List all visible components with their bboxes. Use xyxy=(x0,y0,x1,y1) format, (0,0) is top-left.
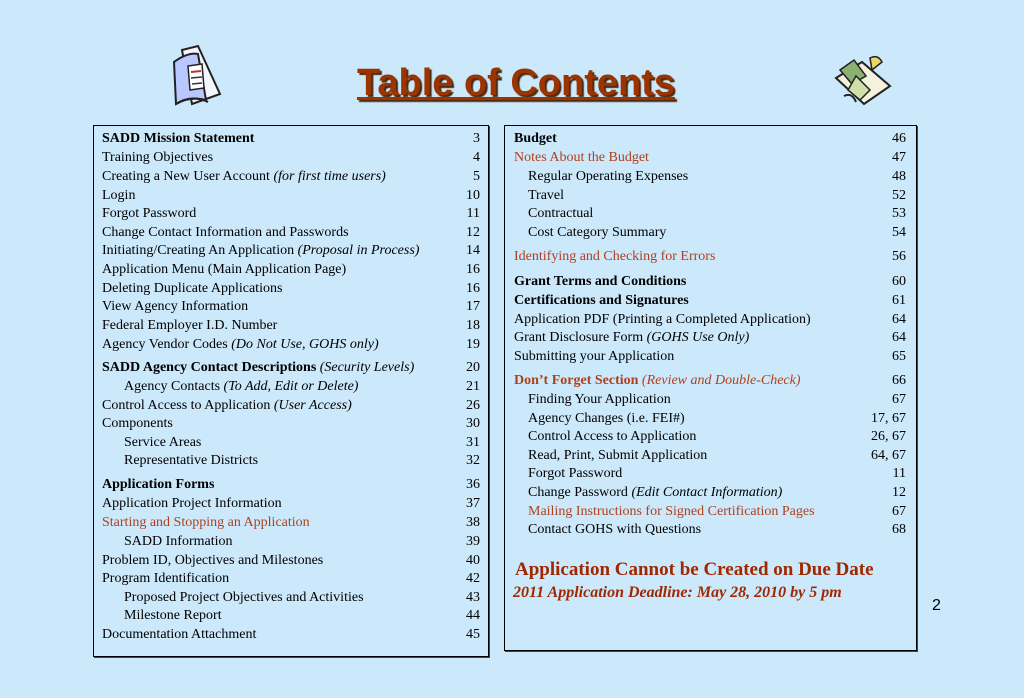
toc-entry-page: 31 xyxy=(466,435,480,450)
toc-entry-page: 10 xyxy=(466,188,480,203)
toc-entry-page: 37 xyxy=(466,496,480,511)
toc-entry-title: Initiating/Creating An Application (Proposal in Process) xyxy=(102,243,420,258)
toc-entry-page: 5 xyxy=(473,169,480,184)
toc-entry-title: Control Access to Application xyxy=(528,429,697,444)
toc-entry-title: Contact GOHS with Questions xyxy=(528,522,702,537)
toc-entry-page: 12 xyxy=(892,485,906,500)
toc-entry-note: (Proposal in Process) xyxy=(297,243,420,258)
toc-entry-page: 4 xyxy=(473,150,480,165)
toc-entry-title: SADD Information xyxy=(124,534,233,549)
toc-entry-note: (Do Not Use, GOHS only) xyxy=(231,337,379,352)
toc-entry-title: Cost Category Summary xyxy=(528,225,667,240)
page-title: Table of Contents xyxy=(356,62,676,104)
toc-entry-note: (User Access) xyxy=(273,398,352,413)
due-date-notice: Application Cannot be Created on Due Date xyxy=(515,559,874,580)
toc-entry-page: 67 xyxy=(892,392,906,407)
toc-entry-page: 53 xyxy=(892,206,906,221)
toc-entry-title: View Agency Information xyxy=(102,299,249,314)
toc-entry-page: 26 xyxy=(466,398,480,413)
toc-entry-page: 47 xyxy=(892,150,906,165)
toc-entry-page: 45 xyxy=(466,627,480,642)
toc-entry-note: (To Add, Edit or Delete) xyxy=(223,379,359,394)
page-number: 2 xyxy=(932,597,941,614)
toc-entry-page: 14 xyxy=(466,243,480,258)
toc-entry-title: Application PDF (Printing a Completed Application) xyxy=(514,312,811,327)
deadline-notice: 2011 Application Deadline: May 28, 2010 by 5 pm xyxy=(513,584,842,601)
toc-entry-page: 17, 67 xyxy=(871,411,906,426)
toc-entry-page: 39 xyxy=(466,534,480,549)
toc-entry-title: Milestone Report xyxy=(124,608,222,623)
toc-entry-note: (Review and Double-Check) xyxy=(641,373,801,388)
toc-entry-title: Contractual xyxy=(528,206,594,221)
toc-entry-title: Agency Changes (i.e. FEI#) xyxy=(528,411,685,426)
toc-entry-page: 64 xyxy=(892,330,906,345)
toc-entry-page: 16 xyxy=(466,281,480,296)
toc-entry-page: 20 xyxy=(466,360,480,375)
toc-entry-page: 11 xyxy=(466,206,480,221)
toc-entry-page: 60 xyxy=(892,274,906,289)
toc-entry-page: 26, 67 xyxy=(871,429,906,444)
toc-entry-note: (Security Levels) xyxy=(319,360,415,375)
toc-entry-page: 44 xyxy=(466,608,480,623)
toc-entry-title: Agency Vendor Codes (Do Not Use, GOHS only) xyxy=(102,337,379,352)
toc-entry-title: Starting and Stopping an Application xyxy=(102,515,310,530)
toc-entry-title: Creating a New User Account (for first time users) xyxy=(102,169,386,184)
toc-entry-title: Finding Your Application xyxy=(528,392,671,407)
toc-entry-page: 65 xyxy=(892,349,906,364)
toc-entry-page: 64, 67 xyxy=(871,448,906,463)
toc-entry-note: (for first time users) xyxy=(273,169,386,184)
toc-entry-page: 11 xyxy=(892,466,906,481)
toc-entry-page: 67 xyxy=(892,504,906,519)
toc-entry-page: 17 xyxy=(466,299,480,314)
toc-entry-page: 48 xyxy=(892,169,906,184)
toc-entry-title: Forgot Password xyxy=(528,466,623,481)
toc-entry-title: Federal Employer I.D. Number xyxy=(102,318,278,333)
toc-entry-title: Travel xyxy=(528,188,565,203)
toc-entry-page: 21 xyxy=(466,379,480,394)
toc-entry-page: 16 xyxy=(466,262,480,277)
toc-entry-title: Notes About the Budget xyxy=(514,150,649,165)
toc-entry-title: Grant Disclosure Form (GOHS Use Only) xyxy=(514,330,750,345)
toc-entry-title: Budget xyxy=(514,131,557,146)
toc-entry-title: Submitting your Application xyxy=(514,349,675,364)
toc-entry-title: Grant Terms and Conditions xyxy=(514,274,687,289)
toc-entry-page: 12 xyxy=(466,225,480,240)
toc-entry-title: SADD Agency Contact Descriptions (Security Levels) xyxy=(102,360,415,375)
toc-entry-title: Proposed Project Objectives and Activities xyxy=(124,590,364,605)
toc-entry-title: Problem ID, Objectives and Milestones xyxy=(102,553,324,568)
toc-entry-title: Deleting Duplicate Applications xyxy=(102,281,283,296)
toc-entry-page: 32 xyxy=(466,453,480,468)
toc-entry-page: 38 xyxy=(466,515,480,530)
toc-entry-title: Don’t Forget Section (Review and Double-Check) xyxy=(514,373,801,388)
toc-entry-page: 36 xyxy=(466,477,480,492)
toc-entry-page: 3 xyxy=(473,131,480,146)
toc-entry-page: 61 xyxy=(892,293,906,308)
toc-entry-title: Agency Contacts (To Add, Edit or Delete) xyxy=(124,379,359,394)
toc-entry-title: Regular Operating Expenses xyxy=(528,169,689,184)
toc-entry-page: 46 xyxy=(892,131,906,146)
toc-entry-title: Application Forms xyxy=(102,477,215,492)
toc-entry-title: Application Menu (Main Application Page) xyxy=(102,262,347,277)
toc-entry-note: (Edit Contact Information) xyxy=(631,485,783,500)
toc-entry-title: Documentation Attachment xyxy=(102,627,257,642)
toc-entry-title: Control Access to Application (User Access) xyxy=(102,398,352,413)
toc-entry-page: 68 xyxy=(892,522,906,537)
toc-entry-page: 30 xyxy=(466,416,480,431)
toc-left-panel xyxy=(93,125,489,657)
toc-entry-page: 43 xyxy=(466,590,480,605)
toc-entry-note: (GOHS Use Only) xyxy=(646,330,750,345)
toc-entry-title: Mailing Instructions for Signed Certification Pages xyxy=(528,504,815,519)
toc-entry-page: 52 xyxy=(892,188,906,203)
toc-entry-page: 18 xyxy=(466,318,480,333)
toc-entry-title: Change Password (Edit Contact Information) xyxy=(528,485,783,500)
toc-entry-page: 42 xyxy=(466,571,480,586)
toc-entry-title: SADD Mission Statement xyxy=(102,131,255,146)
toc-entry-page: 56 xyxy=(892,249,906,264)
toc-entry-title: Read, Print, Submit Application xyxy=(528,448,708,463)
toc-entry-title: Identifying and Checking for Errors xyxy=(514,249,716,264)
toc-entry-page: 54 xyxy=(892,225,906,240)
toc-entry-title: Training Objectives xyxy=(102,150,214,165)
toc-entry-page: 19 xyxy=(466,337,480,352)
toc-entry-title: Service Areas xyxy=(124,435,202,450)
toc-entry-title: Components xyxy=(102,416,173,431)
toc-entry-title: Change Contact Information and Passwords xyxy=(102,225,349,240)
toc-entry-title: Representative Districts xyxy=(124,453,259,468)
toc-entry-page: 40 xyxy=(466,553,480,568)
toc-entry-page: 64 xyxy=(892,312,906,327)
toc-entry-title: Certifications and Signatures xyxy=(514,293,689,308)
toc-entry-title: Forgot Password xyxy=(102,206,197,221)
toc-entry-title: Application Project Information xyxy=(102,496,282,511)
toc-entry-title: Login xyxy=(102,188,136,203)
toc-entry-title: Program Identification xyxy=(102,571,230,586)
toc-entry-page: 66 xyxy=(892,373,906,388)
